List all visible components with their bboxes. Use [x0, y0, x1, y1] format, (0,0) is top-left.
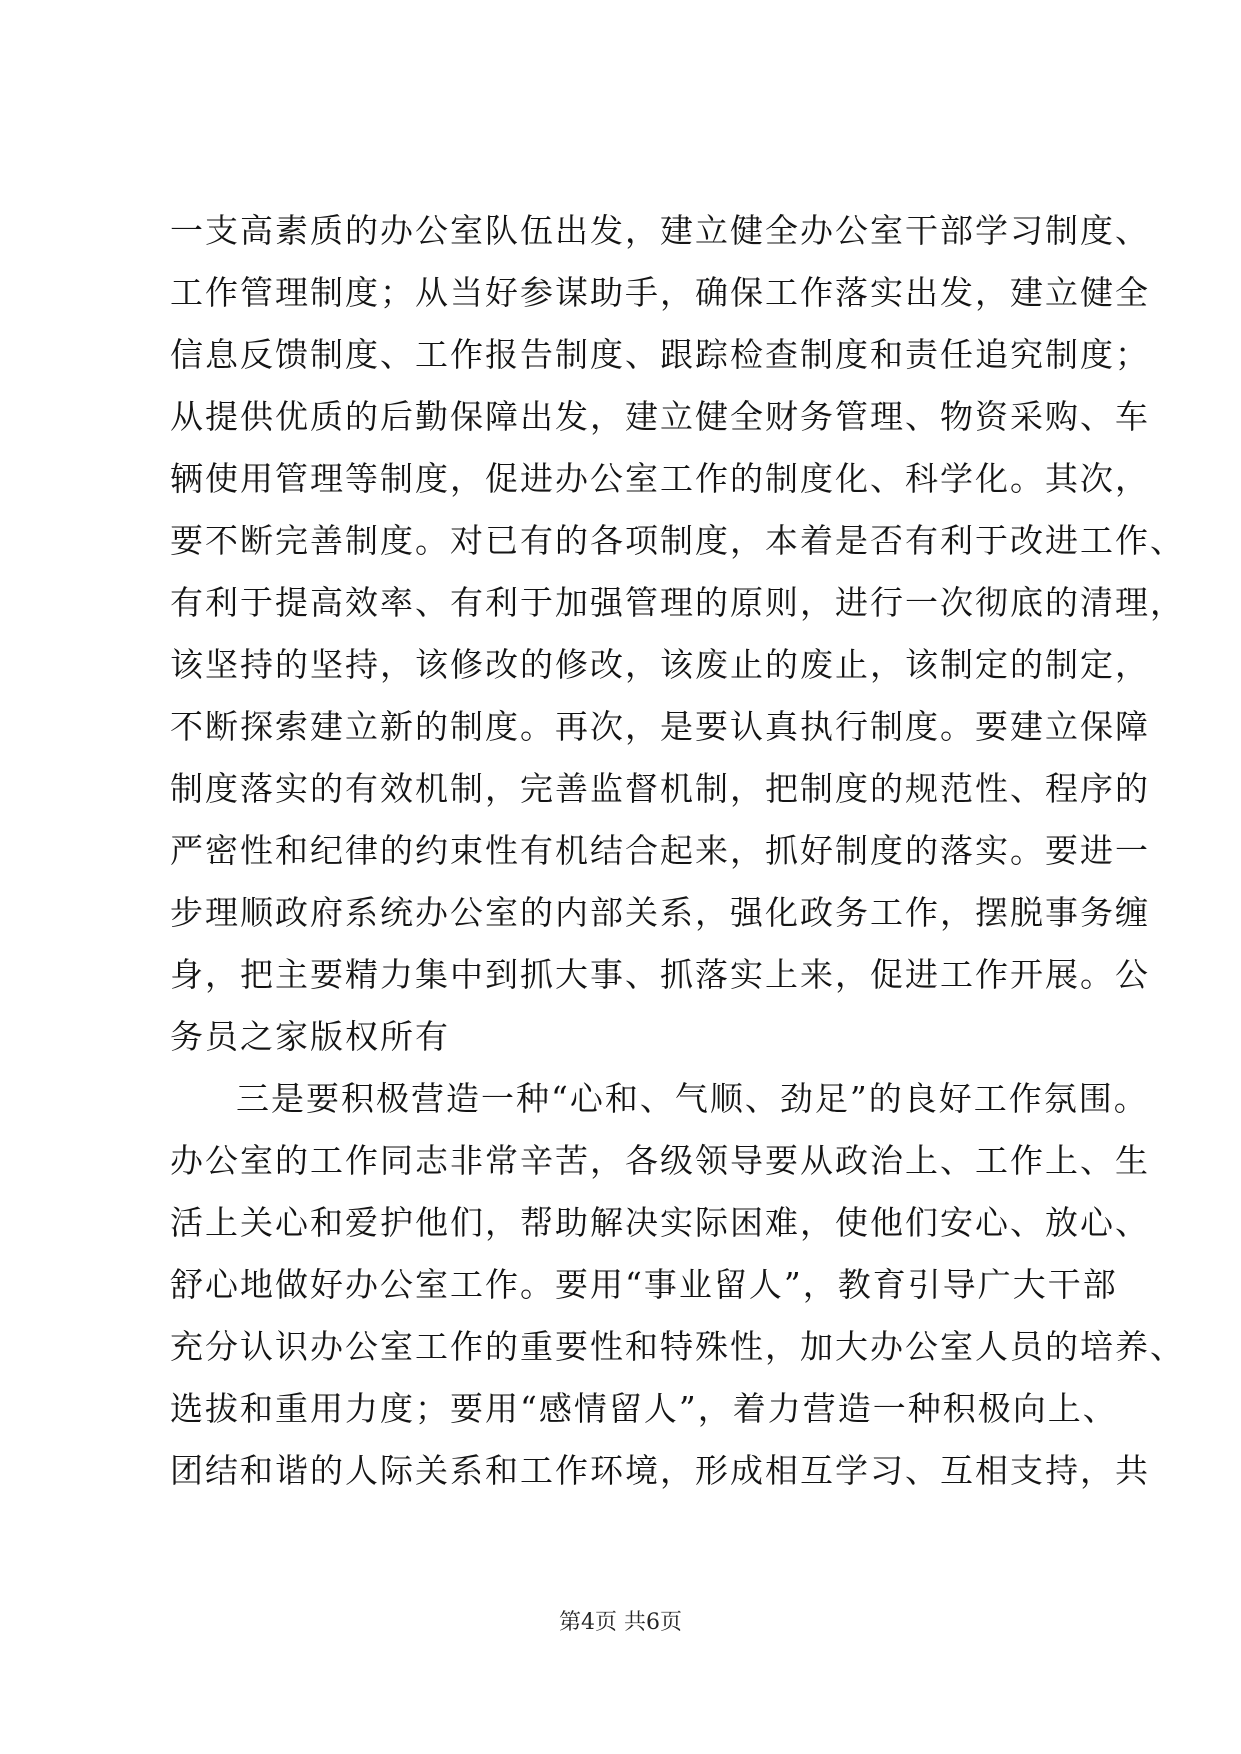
text-line: 工作管理制度；从当好参谋助手，确保工作落实出发，建立健全 [170, 273, 1150, 312]
text-line: 办公室的工作同志非常辛苦，各级领导要从政治上、工作上、生 [170, 1141, 1150, 1180]
text-line: 选拔和重用力度；要用“感情留人”，着力营造一种积极向上、 [170, 1389, 1118, 1428]
text-line: 严密性和纪律的约束性有机结合起来，抓好制度的落实。要进一 [170, 831, 1150, 870]
paragraph-1 [170, 200, 1185, 1068]
text-line: 舒心地做好办公室工作。要用“事业留人”，教育引导广大干部 [170, 1265, 1118, 1304]
text-line: 充分认识办公室工作的重要性和特殊性，加大办公室人员的培养、 [170, 1327, 1185, 1366]
document-body [170, 200, 1185, 1502]
text-line: 活上关心和爱护他们，帮助解决实际困难，使他们安心、放心、 [170, 1203, 1150, 1242]
text-line: 团结和谐的人际关系和工作环境，形成相互学习、互相支持，共 [170, 1451, 1150, 1490]
text-line: 该坚持的坚持，该修改的修改，该废止的废止，该制定的制定， [170, 645, 1150, 684]
text-line: 一支高素质的办公室队伍出发，建立健全办公室干部学习制度、 [170, 211, 1150, 250]
text-line: 制度落实的有效机制，完善监督机制，把制度的规范性、程序的 [170, 769, 1150, 808]
text-line: 有利于提高效率、有利于加强管理的原则，进行一次彻底的清理， [170, 583, 1185, 622]
text-line: 要不断完善制度。对已有的各项制度，本着是否有利于改进工作、 [170, 521, 1185, 560]
text-line: 不断探索建立新的制度。再次，是要认真执行制度。要建立保障 [170, 707, 1150, 746]
page-number-label: 第4页 共6页 [559, 1610, 682, 1635]
text-line: 辆使用管理等制度，促进办公室工作的制度化、科学化。其次， [170, 459, 1150, 498]
text-line: 从提供优质的后勤保障出发，建立健全财务管理、物资采购、车 [170, 397, 1150, 436]
paragraph-2 [170, 1068, 1185, 1502]
text-line: 三是要积极营造一种“心和、气顺、劲足”的良好工作氛围。 [236, 1079, 1149, 1118]
text-line: 步理顺政府系统办公室的内部关系，强化政务工作，摆脱事务缠 [170, 893, 1150, 932]
text-line: 务员之家版权所有 [170, 1017, 450, 1056]
text-line: 身，把主要精力集中到抓大事、抓落实上来，促进工作开展。公 [170, 955, 1150, 994]
page-footer [0, 1605, 1241, 1636]
text-line: 信息反馈制度、工作报告制度、跟踪检查制度和责任追究制度； [170, 335, 1150, 374]
